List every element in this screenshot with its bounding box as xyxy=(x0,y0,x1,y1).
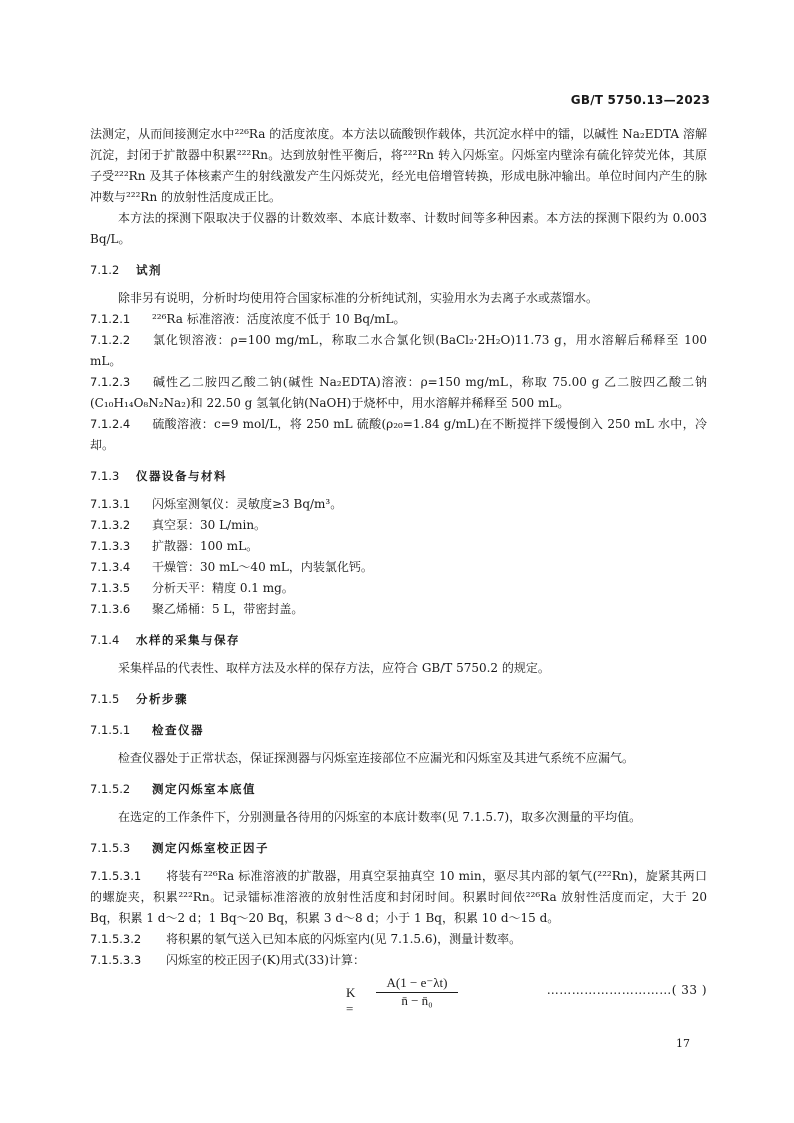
equipment-item: 7.1.3.6 聚乙烯桶：5 L，带密封盖。 xyxy=(90,602,304,616)
check-instrument-text: 检查仪器处于正常状态，保证探测器与闪烁室连接部位不应漏光和闪烁室及其进气系统不应漏气。 xyxy=(118,751,635,765)
sampling-text: 采集样品的代表性、取样方法及水样的保存方法，应符合 GB/T 5750.2 的规定。 xyxy=(118,661,550,675)
equipment-item: 7.1.3.3 扩散器：100 mL。 xyxy=(90,539,259,553)
formula-denominator: n̄ − n̄₀ xyxy=(401,993,433,1008)
equipment-item: 7.1.3.5 分析天平：精度 0.1 mg。 xyxy=(90,581,294,595)
section-7-1-2-heading: 7.1.2 试剂 xyxy=(90,263,162,277)
calibration-step: 7.1.5.3.2 将积累的氡气送入已知本底的闪烁室内(见 7.1.5.6)，测量计数率。 xyxy=(90,932,522,946)
document-body xyxy=(90,124,707,1015)
calibration-step: 7.1.5.3.3 闪烁室的校正因子(K)用式(33)计算： xyxy=(90,953,365,967)
section-7-1-5-1-heading: 7.1.5.1 检查仪器 xyxy=(90,723,204,737)
section-7-1-5-2-heading: 7.1.5.2 测定闪烁室本底值 xyxy=(90,782,256,796)
reagent-item: 7.1.2.2 氯化钡溶液：ρ=100 mg/mL，称取二水合氯化钡(BaCl₂·2H₂O)11.73 g，用水溶解后稀释至 100 mL。 xyxy=(90,333,707,368)
reagent-item: 7.1.2.4 硫酸溶液：c=9 mol/L，将 250 mL 硫酸(ρ₂₀=1.84 g/mL)在不断搅拌下缓慢倒入 250 mL 水中，冷却。 xyxy=(90,417,707,452)
section-7-1-5-heading: 7.1.5 分析步骤 xyxy=(90,692,188,706)
intro-paragraph-1: 法测定，从而间接测定水中²²⁶Ra 的活度浓度。本方法以硫酸钡作载体，共沉淀水样中的镭，以碱性 Na₂EDTA 溶解沉淀，封闭于扩散器中积累²²²Rn。达到放射性平衡后，将²²²Rn 转入闪烁室。闪烁室内壁涂有硫化锌荧光体，其原子受²²²Rn 及其子体核素产生的射线激发产生闪烁荧光，经光电倍增管转换，形成电脉冲输出。单位时间内产生的脉冲数与²²²Rn 的放射性活度成正比。 xyxy=(90,127,707,204)
formula-lhs: K = xyxy=(346,985,356,1016)
equipment-item: 7.1.3.4 干燥管：30 mL～40 mL，内装氯化钙。 xyxy=(90,560,373,574)
page-number: 17 xyxy=(676,1037,690,1050)
section-7-1-5-3-heading: 7.1.5.3 测定闪烁室校正因子 xyxy=(90,841,269,855)
formula-fraction xyxy=(376,975,458,1009)
background-text: 在选定的工作条件下，分别测量各待用的闪烁室的本底计数率(见 7.1.5.7)，取多次测量的平均值。 xyxy=(118,810,642,824)
equation-number: …………………………( 33 ) xyxy=(546,983,707,997)
calibration-step: 7.1.5.3.1 将装有²²⁶Ra 标准溶液的扩散器，用真空泵抽真空 10 min，驱尽其内部的氡气(²²²Rn)，旋紧其两口的螺旋夹，积累²²²Rn。记录镭标准溶液的放射性活度和封闭时间。积累时间依²²⁶Ra 放射性活度而定，大于 20 Bq，积累 1 d～2 d；1 Bq～20 Bq，积累 3 d～8 d；小于 1 Bq，积累 10 d～15 d。 xyxy=(90,869,707,925)
equation-33 xyxy=(90,973,707,1015)
equipment-item: 7.1.3.1 闪烁室测氡仪：灵敏度≥3 Bq/m³。 xyxy=(90,497,343,511)
formula-numerator: A(1 − e⁻λt) xyxy=(376,975,458,993)
reagent-item: 7.1.2.1 ²²⁶Ra 标准溶液：活度浓度不低于 10 Bq/mL。 xyxy=(90,312,406,326)
section-7-1-4-heading: 7.1.4 水样的采集与保存 xyxy=(90,633,240,647)
reagents-intro: 除非另有说明，分析时均使用符合国家标准的分析纯试剂，实验用水为去离子水或蒸馏水。 xyxy=(118,291,599,305)
standard-number-header: GB/T 5750.13—2023 xyxy=(570,93,710,107)
section-7-1-3-heading: 7.1.3 仪器设备与材料 xyxy=(90,469,227,483)
reagent-item: 7.1.2.3 碱性乙二胺四乙酸二钠(碱性 Na₂EDTA)溶液：ρ=150 mg/mL，称取 75.00 g 乙二胺四乙酸二钠(C₁₀H₁₄O₈N₂Na₂)和 22.50 g 氢氧化钠(NaOH)于烧杯中，用水溶解并稀释至 500 mL。 xyxy=(90,375,707,410)
equipment-item: 7.1.3.2 真空泵：30 L/min。 xyxy=(90,518,267,532)
intro-paragraph-2: 本方法的探测下限取决于仪器的计数效率、本底计数率、计数时间等多种因素。本方法的探测下限约为 0.003 Bq/L。 xyxy=(90,211,707,246)
